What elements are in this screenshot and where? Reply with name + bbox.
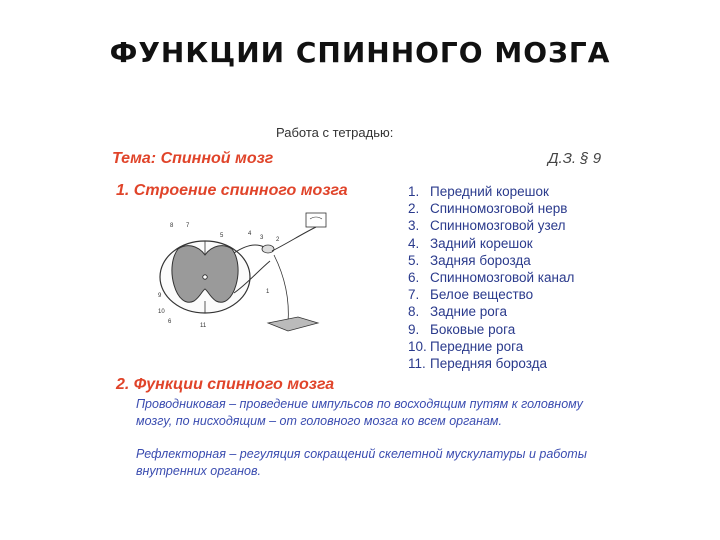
legend-item: 6. Спинномозговой канал bbox=[408, 269, 575, 285]
diagram-label-5: 5 bbox=[220, 233, 224, 239]
diagram-label-1: 1 bbox=[266, 289, 270, 295]
homework-label: Д.З. § 9 bbox=[548, 150, 602, 167]
worksheet-subtitle: Работа с тетрадью: bbox=[276, 125, 394, 140]
section-structure-heading: 1. Строение спинного мозга bbox=[116, 182, 348, 199]
structure-legend bbox=[408, 183, 574, 372]
diagram-label-9: 9 bbox=[158, 293, 162, 299]
reflex-function-text: Рефлекторная – регуляция сокращений скелетной мускулатуры и работы внутренних органов. bbox=[136, 447, 587, 478]
diagram-label-8: 8 bbox=[170, 223, 174, 229]
legend-item: 9. Боковые рога bbox=[408, 321, 516, 337]
legend-item: 11. Передняя борозда bbox=[408, 355, 548, 371]
legend-item: 3. Спинномозговой узел bbox=[408, 218, 566, 234]
nerve-down bbox=[274, 255, 288, 323]
central-canal bbox=[203, 275, 207, 279]
muscle-shape bbox=[268, 317, 318, 331]
diagram-label-6: 6 bbox=[168, 319, 172, 325]
topic-heading: Тема: Спинной мозг bbox=[112, 150, 274, 167]
diagram-label-3: 3 bbox=[260, 235, 264, 241]
section-functions-heading: 2. Функции спинного мозга bbox=[116, 376, 335, 393]
legend-item: 1. Передний корешок bbox=[408, 184, 549, 199]
spinal-cord-diagram bbox=[150, 205, 350, 345]
diagram-label-7: 7 bbox=[186, 223, 190, 229]
legend-item: 10. Передние рога bbox=[408, 338, 524, 354]
legend-item: 2. Спинномозговой нерв bbox=[408, 201, 568, 217]
slide-title: ФУНКЦИИ СПИННОГО МОЗГА bbox=[109, 36, 611, 69]
legend-item: 4. Задний корешок bbox=[408, 235, 533, 251]
dorsal-root bbox=[234, 245, 264, 253]
receptor-box bbox=[306, 213, 326, 227]
legend-item: 8. Задние рога bbox=[408, 304, 507, 320]
diagram-label-4: 4 bbox=[248, 231, 252, 237]
diagram-label-10: 10 bbox=[158, 309, 165, 315]
legend-item: 7. Белое вещество bbox=[408, 287, 534, 303]
legend-item: 5. Задняя борозда bbox=[408, 252, 531, 268]
diagram-label-2: 2 bbox=[276, 237, 280, 243]
spinal-ganglion bbox=[262, 245, 274, 253]
conductive-function-text: Проводниковая – проведение импульсов по восходящим путям к головному мозгу, по нисходящим – от головного мозга ко всем органам. bbox=[136, 397, 583, 428]
diagram-label-11: 11 bbox=[200, 323, 207, 329]
